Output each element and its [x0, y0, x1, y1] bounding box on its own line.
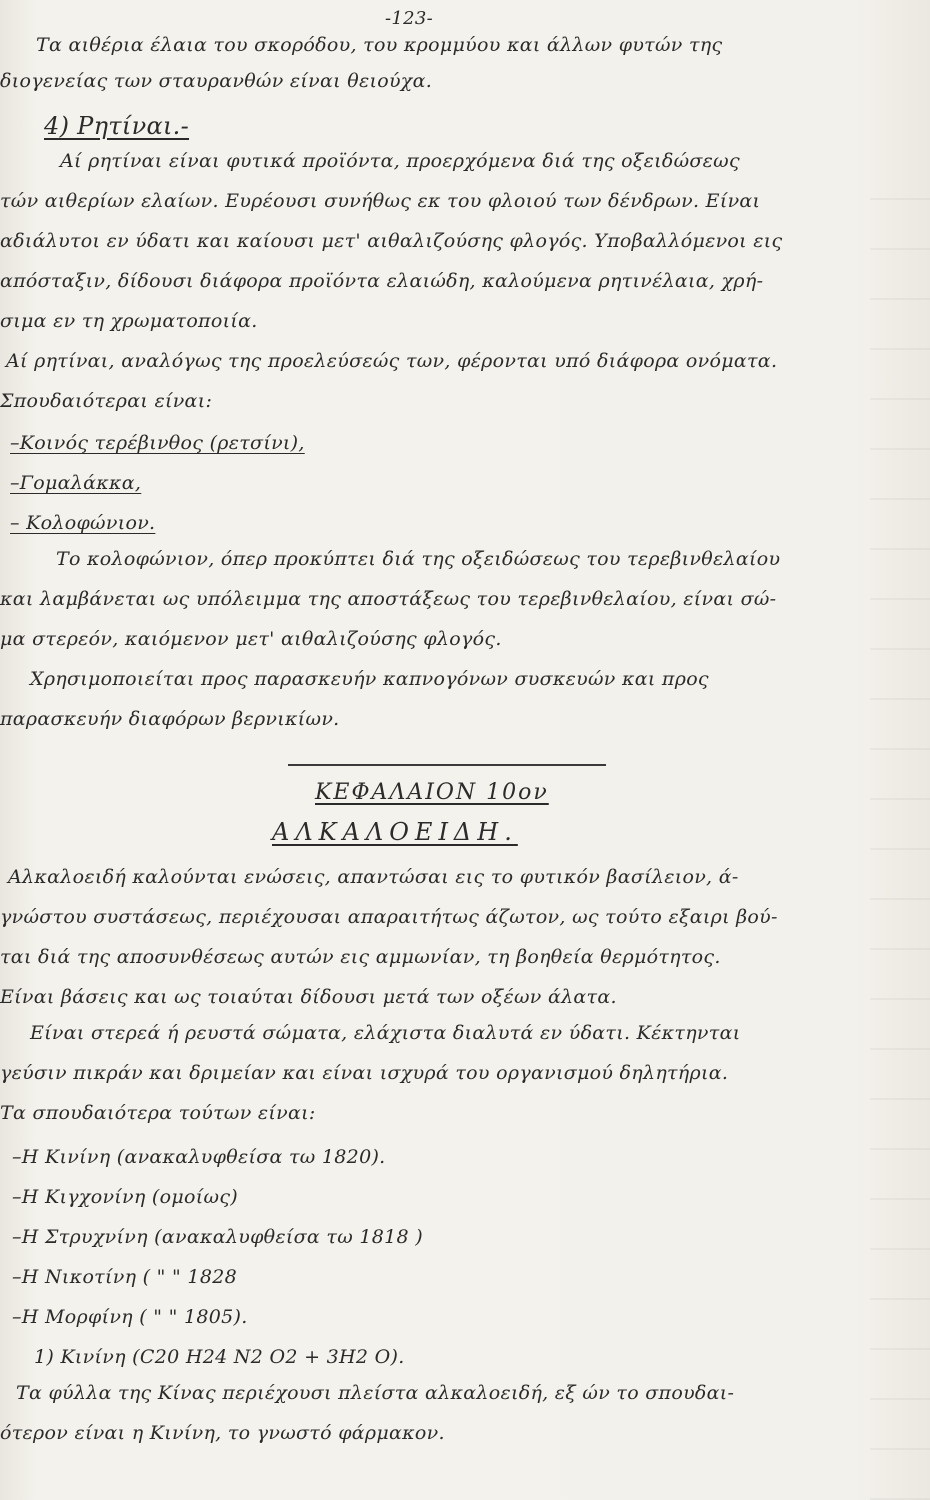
text-line: Αί ρητίναι, αναλόγως της προελεύσεώς των, φέρονται υπό διάφορα ονόματα.: [6, 350, 778, 372]
text-line: μα στερεόν, καιόμενον μετ' αιθαλιζούσης φλογός.: [0, 628, 502, 650]
text-line: –Η Κινίνη (ανακαλυφθείσα τω 1820).: [12, 1146, 386, 1168]
chapter-divider-line: [288, 764, 606, 766]
page-edge-shadow: [870, 150, 930, 1500]
text-line: –Κοινός τερέβινθος (ρετσίνι),: [10, 432, 305, 454]
text-line: –Η Νικοτίνη ( " " 1828: [12, 1266, 237, 1288]
text-line: –Η Στρυχνίνη (ανακαλυφθείσα τω 1818 ): [12, 1226, 423, 1248]
text-line: ότερον είναι η Κινίνη, το γνωστό φάρμακον.: [0, 1422, 445, 1444]
text-line: τών αιθερίων ελαίων. Ευρέουσι συνήθως εκ του φλοιού των δένδρων. Είναι: [0, 190, 761, 212]
text-line: – Κολοφώνιον.: [10, 512, 156, 534]
text-line: Το κολοφώνιον, όπερ προκύπτει διά της οξειδώσεως του τερεβινθελαίου: [56, 548, 781, 570]
text-line: –Γομαλάκκα,: [10, 472, 142, 494]
text-line: διογενείας των σταυρανθών είναι θειούχα.: [0, 70, 433, 92]
text-line: Τα αιθέρια έλαια του σκορόδου, του κρομμύου και άλλων φυτών της: [36, 34, 723, 56]
text-line: ται διά της αποσυνθέσεως αυτών εις αμμωνίαν, τη βοηθεία θερμότητος.: [0, 946, 721, 968]
text-line: Αί ρητίναι είναι φυτικά προϊόντα, προερχόμενα διά της οξειδώσεως: [60, 150, 740, 172]
text-line: Είναι στερεά ή ρευστά σώματα, ελάχιστα διαλυτά εν ύδατι. Κέκτηνται: [30, 1022, 741, 1044]
text-line: αδιάλυτοι εν ύδατι και καίουσι μετ' αιθαλιζούσης φλογός. Υποβαλλόμενοι εις: [0, 230, 783, 252]
text-line: γνώστου συστάσεως, περιέχουσαι απαραιτήτως άζωτον, ως τούτο εξαιρι βού-: [0, 906, 778, 928]
text-line: παρασκευήν διαφόρων βερνικίων.: [0, 708, 340, 730]
text-line: –Η Μορφίνη ( " " 1805).: [12, 1306, 248, 1328]
section-heading: 4) Ρητίναι.-: [44, 112, 190, 140]
text-line: Χρησιμοποιείται προς παρασκευήν καπνογόνων συσκευών και προς: [30, 668, 709, 690]
text-line: Αλκαλοειδή καλούνται ενώσεις, απαντώσαι εις το φυτικόν βασίλειον, ά-: [8, 866, 739, 888]
chapter-subtitle: ΑΛΚΑΛΟΕΙΔΗ.: [272, 818, 518, 846]
text-line: Τα φύλλα της Κίνας περιέχουσι πλείστα αλκαλοειδή, εξ ών το σπουδαι-: [16, 1382, 735, 1404]
text-line: Είναι βάσεις και ως τοιαύται δίδουσι μετά των οξέων άλατα.: [0, 986, 617, 1008]
text-line: Σπουδαιότεραι είναι:: [0, 390, 213, 412]
text-line: –Η Κιγχονίνη (ομοίως): [12, 1186, 238, 1208]
chapter-title: ΚΕΦΑΛΑΙΟΝ 10ον: [315, 780, 549, 805]
text-line: και λαμβάνεται ως υπόλειμμα της αποστάξεως του τερεβινθελαίου, είναι σώ-: [0, 588, 777, 610]
text-line: σιμα εν τη χρωματοποιία.: [0, 310, 258, 332]
page-number: -123-: [385, 8, 434, 29]
text-line: απόσταξιν, δίδουσι διάφορα προϊόντα ελαιώδη, καλούμενα ρητινέλαια, χρή-: [0, 270, 764, 292]
text-line: γεύσιν πικράν και δριμείαν και είναι ισχυρά του οργανισμού δηλητήρια.: [0, 1062, 729, 1084]
text-line: 1) Κινίνη (C20 H24 N2 O2 + 3H2 O).: [34, 1346, 405, 1368]
text-line: Τα σπουδαιότερα τούτων είναι:: [0, 1102, 316, 1124]
